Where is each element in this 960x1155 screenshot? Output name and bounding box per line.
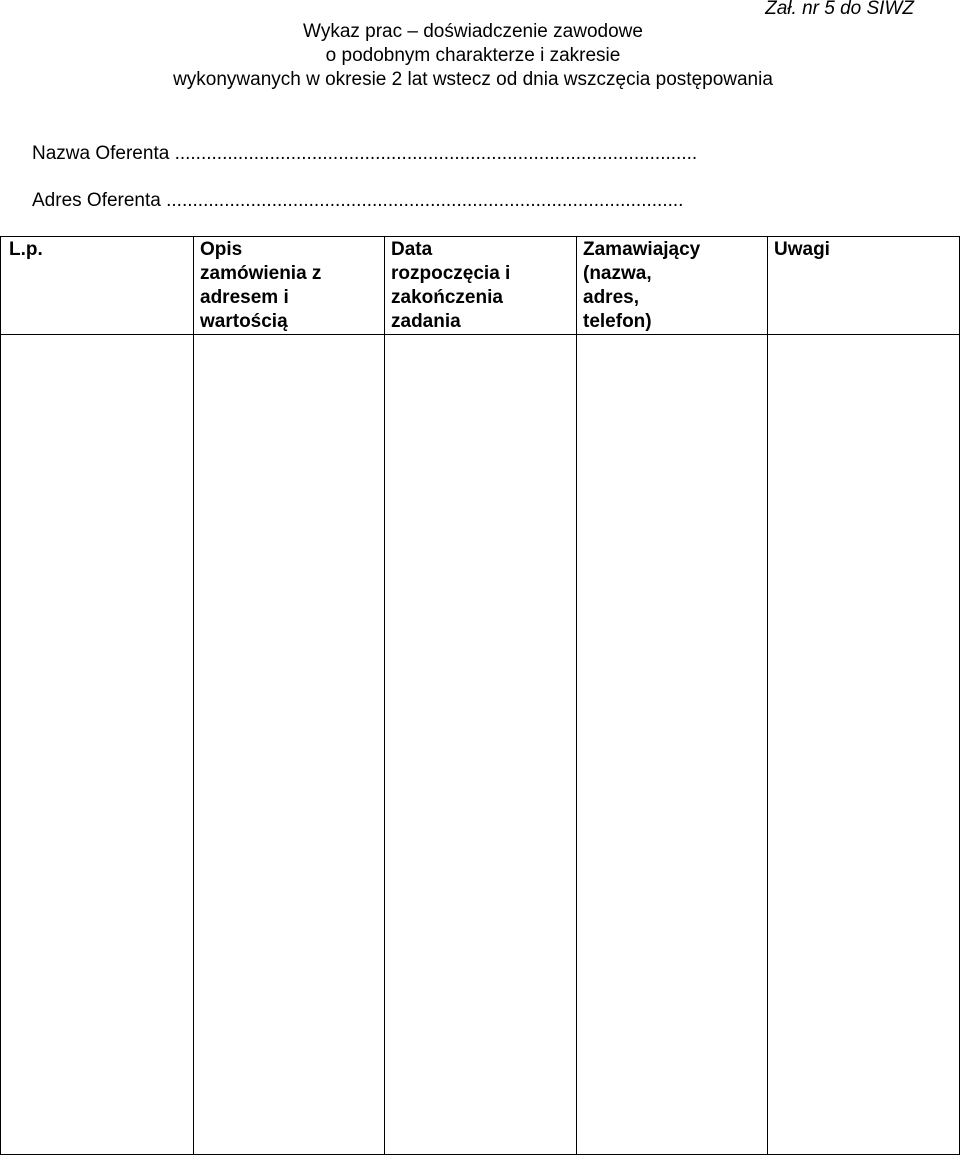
bidder-address-field[interactable]: Adres Oferenta .................................................................................................. [32, 190, 684, 211]
header-description-label: Opis zamówienia z adresem i wartością [200, 239, 322, 332]
header-description [194, 237, 385, 335]
document-title [0, 20, 946, 92]
title-line-3: wykonywanych w okresie 2 lat wstecz od dnia wszczęcia postępowania [173, 69, 773, 90]
header-dates [385, 237, 577, 335]
cell-description[interactable] [194, 335, 385, 1155]
header-client-label: Zamawiający (nazwa, adres, telefon) [583, 239, 701, 332]
work-list-table [0, 236, 960, 1155]
bidder-name-field[interactable]: Nazwa Oferenta ................................................................................................... [32, 143, 698, 164]
header-lp-label: L.p. [9, 239, 43, 260]
header-lp [1, 237, 194, 335]
cell-dates[interactable] [385, 335, 577, 1155]
title-line-2: o podobnym charakterze i zakresie [325, 45, 621, 66]
header-client [577, 237, 768, 335]
cell-notes[interactable] [768, 335, 960, 1155]
title-line-1: Wykaz prac – doświadczenie zawodowe [303, 21, 643, 42]
cell-client[interactable] [577, 335, 768, 1155]
cell-lp[interactable] [1, 335, 194, 1155]
header-notes [768, 237, 960, 335]
table-row [1, 335, 960, 1155]
header-notes-label: Uwagi [774, 239, 830, 260]
annex-label: Zał. nr 5 do SIWZ [765, 0, 914, 19]
header-dates-label: Data rozpoczęcia i zakończenia zadania [391, 239, 511, 332]
table-header-row [1, 237, 960, 335]
